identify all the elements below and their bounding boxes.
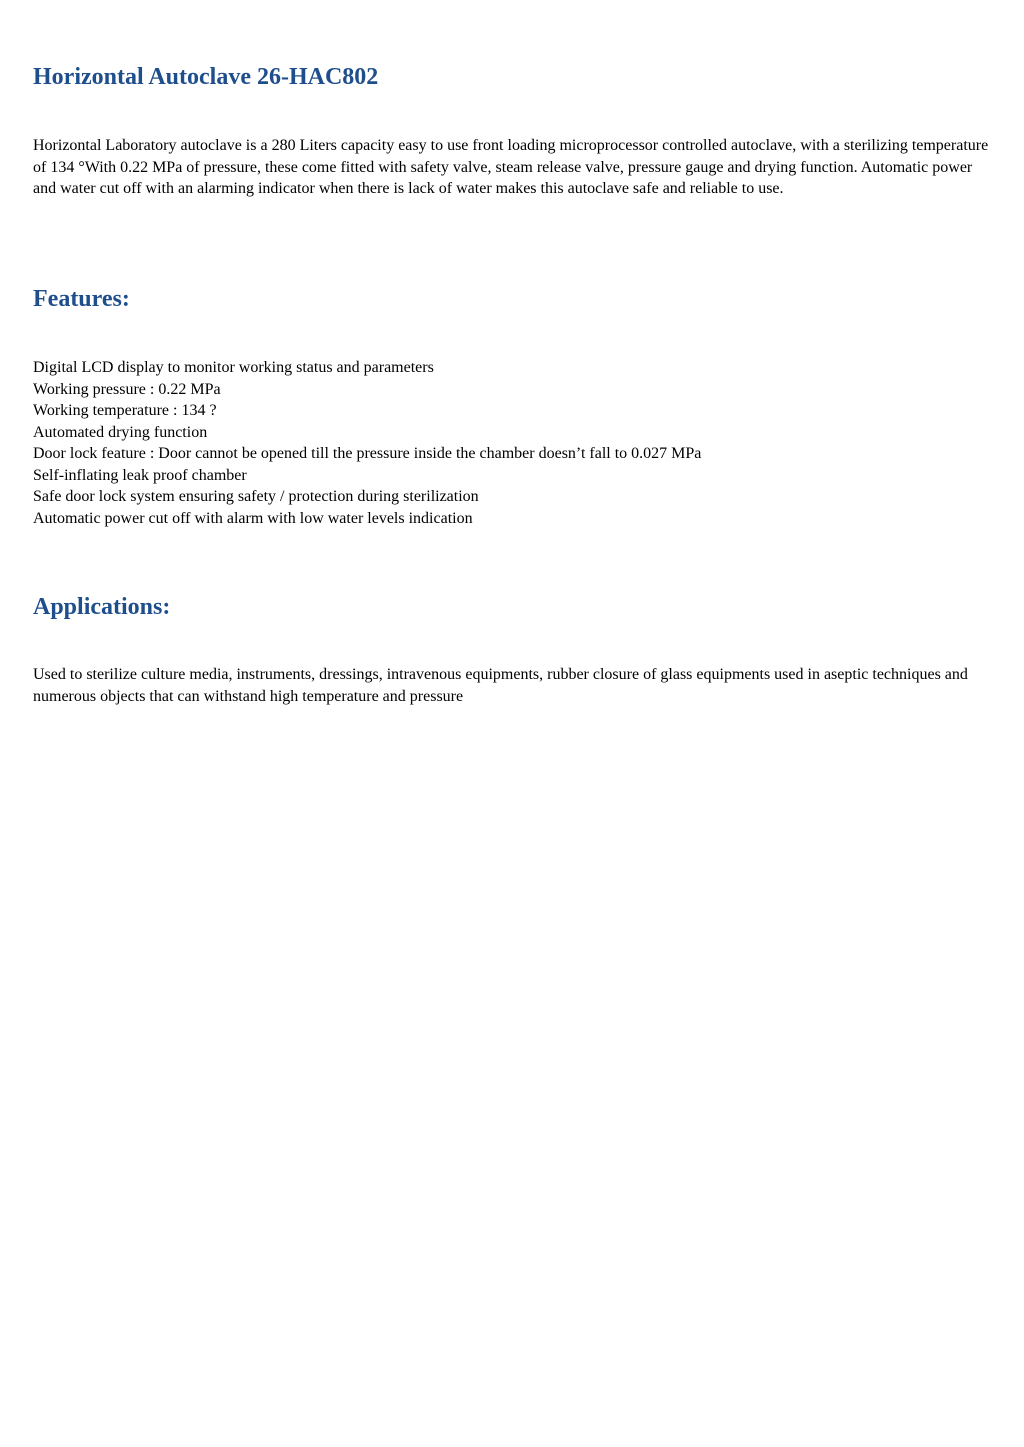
feature-item: Automated drying function (33, 423, 208, 441)
features-list (33, 357, 701, 529)
page-title: Horizontal Autoclave 26-HAC802 (33, 64, 379, 90)
feature-item: Digital LCD display to monitor working status and parameters (33, 359, 434, 376)
feature-item: Self-inflating leak proof chamber (33, 466, 247, 484)
applications-paragraph: Used to sterilize culture media, instruments, dressings, intravenous equipments, rubber closure of glass equipments used in aseptic techniques and numerous objects that can withstand high temperature and pressure (33, 666, 968, 705)
feature-item: Safe door lock system ensuring safety / protection during sterilization (33, 488, 479, 505)
feature-item: Working temperature : 134 ? (33, 402, 217, 419)
feature-item: Door lock feature : Door cannot be opened till the pressure inside the chamber doesn’t fall to 0.027 MPa (33, 445, 702, 462)
features-heading: Features: (33, 286, 130, 312)
feature-item: Automatic power cut off with alarm with low water levels indication (33, 509, 473, 527)
feature-item: Working pressure : 0.22 MPa (33, 380, 221, 398)
intro-paragraph: Horizontal Laboratory autoclave is a 280 Liters capacity easy to use front loading microprocessor controlled autoclave, with a sterilizing temperature of 134 °With 0.22 MPa of pressure, these come fitted with safety valve, steam release valve, pressure gauge and drying function. Automatic power and water cut off with an alarming indicator when there is lack of water makes this autoclave safe and reliable to use. (33, 137, 989, 197)
applications-heading: Applications: (33, 594, 171, 620)
